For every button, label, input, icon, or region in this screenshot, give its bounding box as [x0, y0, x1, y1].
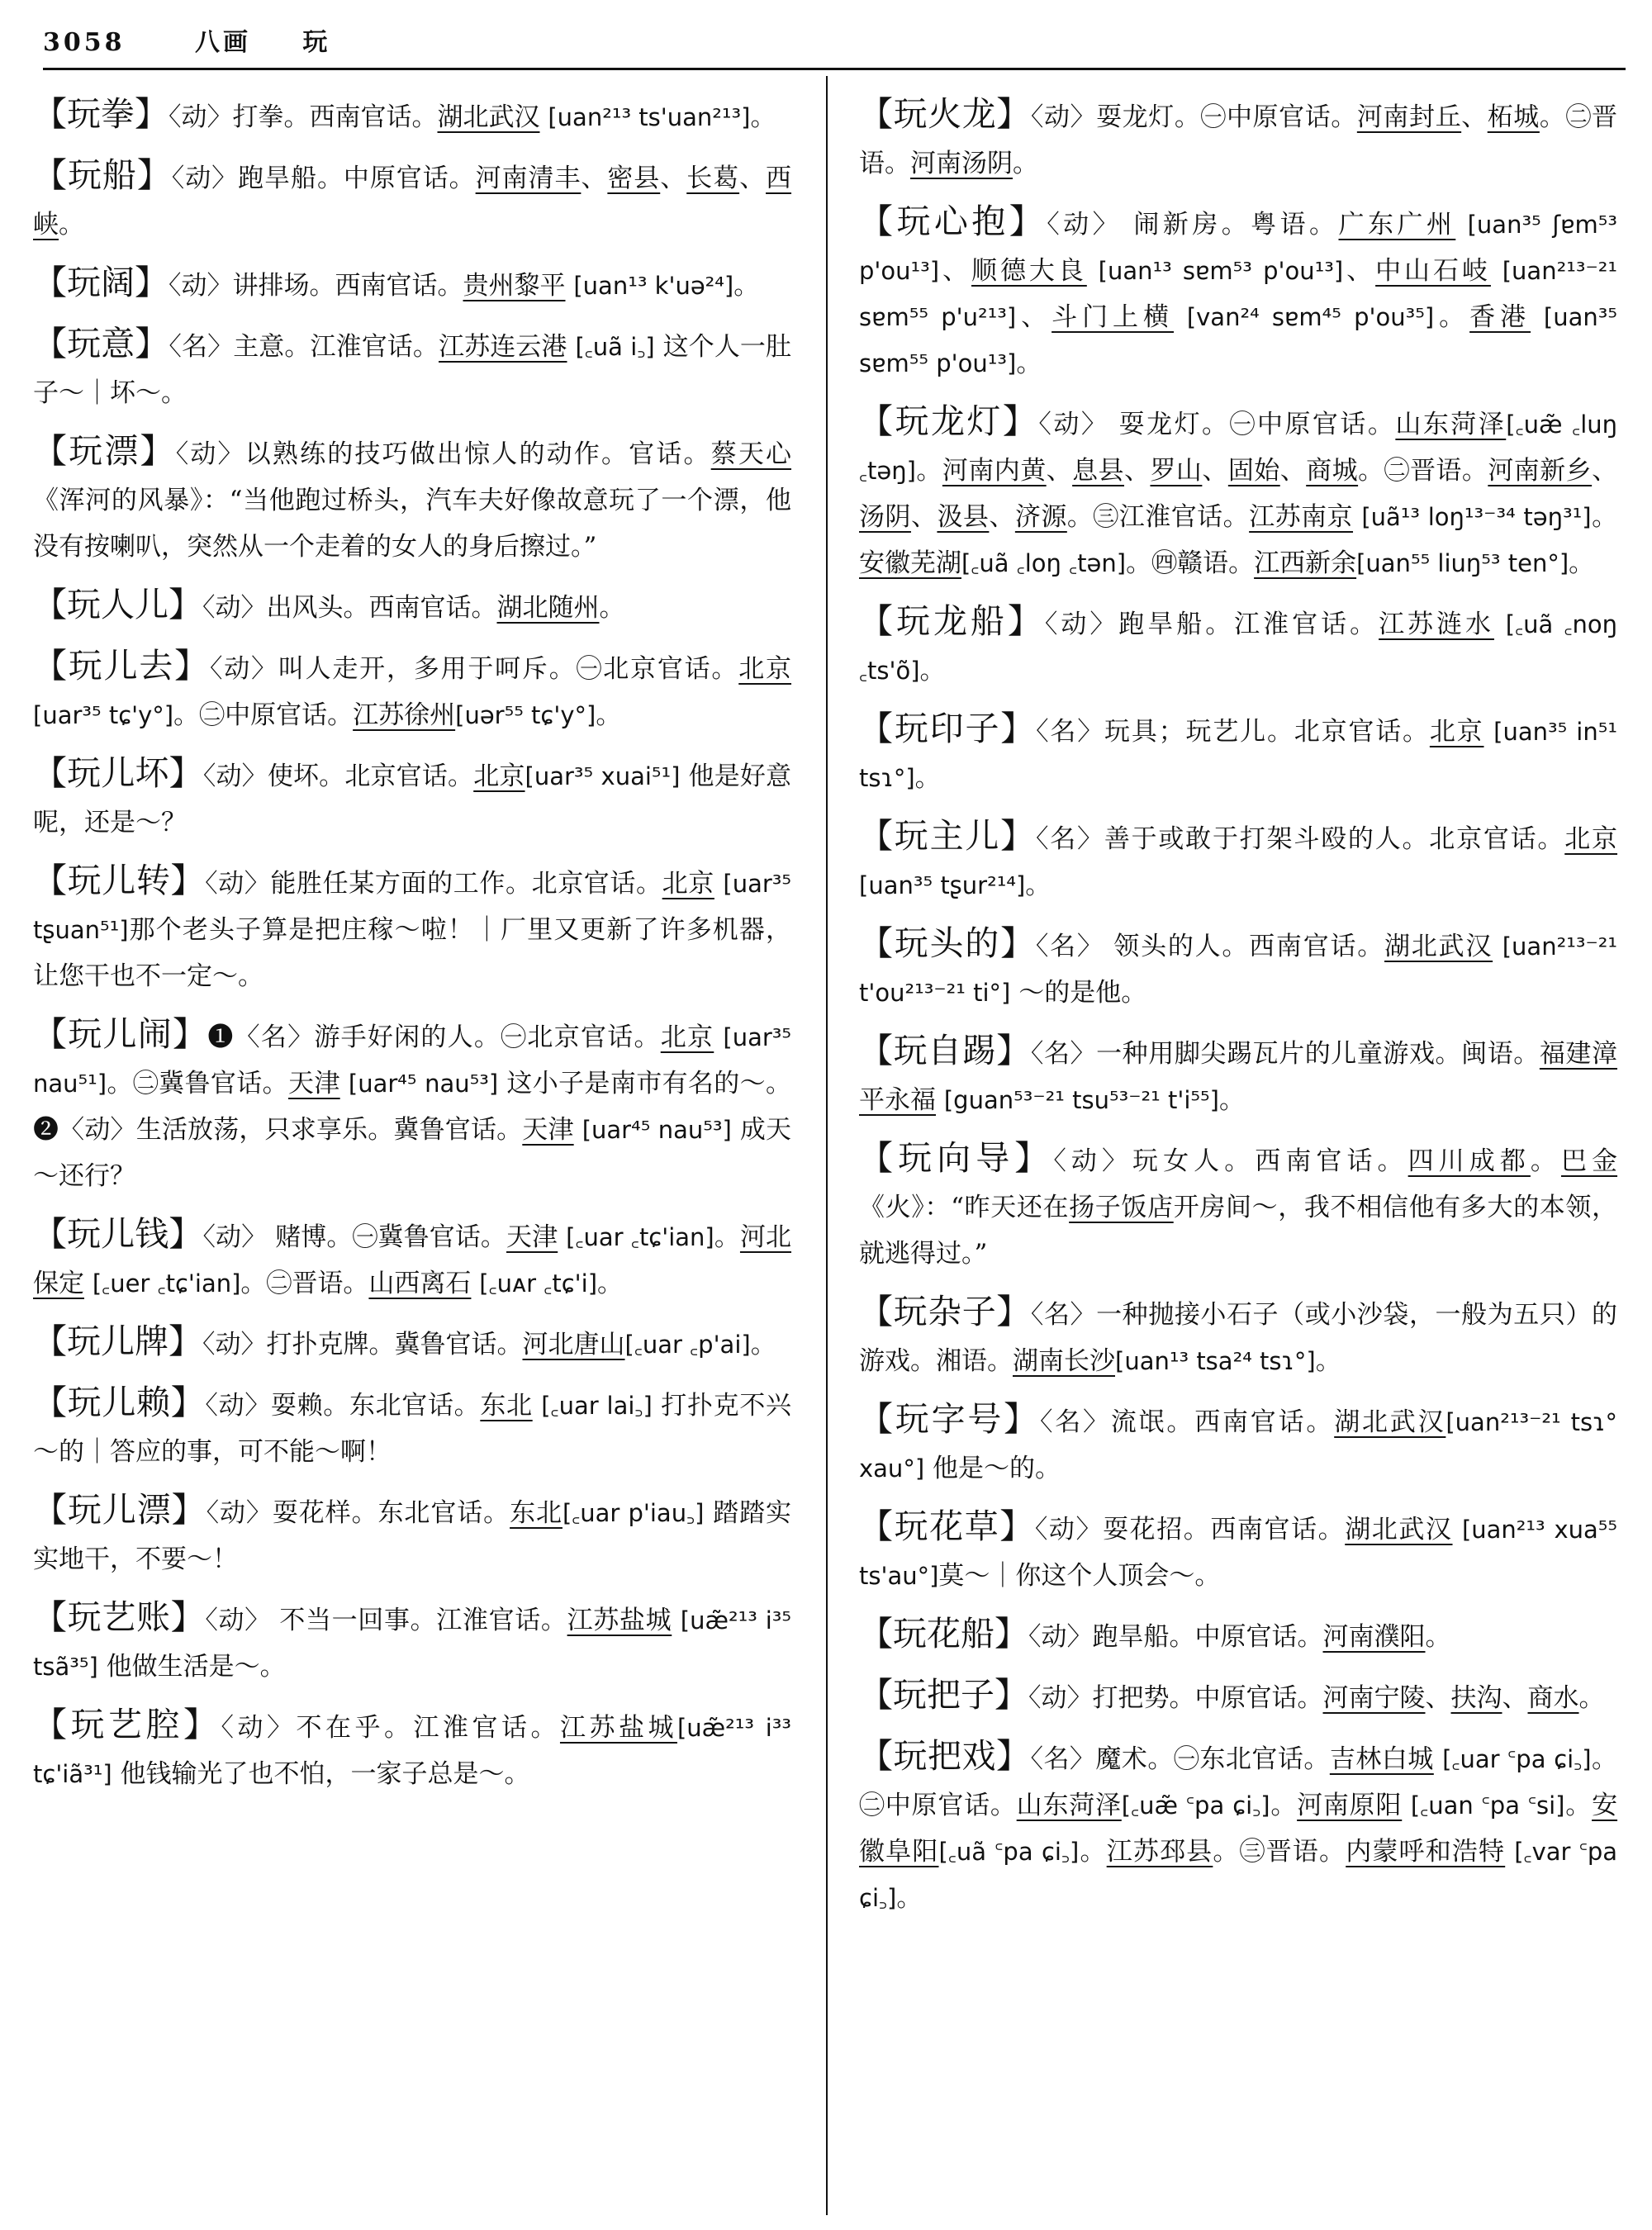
definition-text: 他钱输光了也不怕，一家子总是～。 — [112, 1759, 530, 1789]
definition-text — [1453, 1515, 1462, 1544]
definition-text: 〈动〉跑旱船。中原官话。 — [1028, 1622, 1323, 1652]
place-name: 蔡天心 — [710, 439, 792, 469]
definition-text: 。 — [1425, 1622, 1451, 1652]
phonetic-transcription: [꜀uar p'iau꜆] — [562, 1499, 705, 1527]
definition-text: 。 — [714, 1222, 740, 1252]
dictionary-entry — [859, 1288, 1617, 1384]
entry-headword: 【玩儿坏】 — [33, 753, 203, 793]
entry-headword: 【玩漂】 — [33, 431, 176, 471]
place-name: 长葛 — [686, 164, 740, 193]
column-divider — [826, 76, 828, 2215]
phonetic-transcription: [uan²¹³⁻²¹ tsɿ° xau°] — [859, 1408, 1618, 1483]
entry-headword: 【玩艺账】 — [33, 1597, 206, 1637]
definition-text — [672, 1606, 681, 1635]
definition-text: 。㊁中原官话。 — [173, 700, 354, 730]
place-name: 香港 — [1469, 302, 1531, 332]
definition-text: 〈动〉打拳。西南官话。 — [169, 102, 438, 132]
definition-text — [1174, 302, 1187, 332]
definition-text: 〈动〉出风头。西南官话。 — [202, 593, 497, 623]
place-name: 广东广州 — [1338, 210, 1456, 240]
definition-text: 〈动〉能胜任某方面的工作。北京官话。 — [205, 869, 662, 899]
entry-headword: 【玩头的】 — [859, 923, 1036, 963]
phonetic-transcription: [uæ̃²¹³ i³⁵ tsã³⁵] — [33, 1606, 792, 1681]
dictionary-entry — [859, 1672, 1617, 1721]
dictionary-entry — [33, 1487, 791, 1582]
definition-text: 〈动〉打扑克牌。冀鲁官话。 — [202, 1330, 523, 1359]
place-name: 内蒙呼和浩特 — [1346, 1837, 1506, 1867]
entry-headword: 【玩心抱】 — [859, 202, 1047, 241]
definition-text: 〈名〉 领头的人。西南官话。 — [1035, 932, 1385, 961]
place-name: 山东菏泽 — [1016, 1791, 1122, 1820]
definition-text: 。 — [919, 656, 946, 686]
definition-text: 。 — [750, 1330, 776, 1359]
definition-text — [1455, 210, 1467, 240]
entry-headword: 【玩阔】 — [33, 263, 169, 302]
definition-text — [574, 1115, 582, 1145]
definition-text: 。 — [1315, 1346, 1341, 1376]
place-name: 四川成都 — [1408, 1146, 1531, 1176]
place-name: 商水 — [1527, 1683, 1579, 1713]
place-name: 湖南长沙 — [1013, 1346, 1115, 1376]
phonetic-transcription: [꜀uᴀr ꜀tɕ'i] — [479, 1269, 598, 1298]
definition-text: 〈动〉使坏。北京官话。 — [202, 762, 474, 791]
definition-text: 〈名〉善于或敢于打架斗殴的人。北京官话。 — [1035, 824, 1565, 854]
phonetic-transcription: [uar³⁵ tɕ'y°] — [33, 701, 174, 729]
entry-headword: 【玩儿去】 — [33, 646, 210, 686]
place-name: 息县 — [1072, 456, 1125, 486]
phonetic-transcription: [uar⁴⁵ nau⁵³] — [348, 1070, 499, 1098]
place-name: 江苏连云港 — [439, 332, 567, 362]
dictionary-entry — [33, 428, 791, 570]
definition-text: 。 — [597, 1269, 624, 1298]
entry-headword: 【玩儿漂】 — [33, 1490, 206, 1530]
dictionary-entry — [859, 398, 1617, 586]
definition-text — [1531, 302, 1544, 332]
definition-text: 。 — [596, 700, 622, 730]
dictionary-entry — [33, 643, 791, 738]
definition-text: 。 — [750, 102, 776, 132]
entry-headword: 【玩艺腔】 — [33, 1705, 221, 1744]
phonetic-transcription: [꜀uer ꜀tɕ'ian] — [92, 1269, 241, 1298]
dictionary-entry — [33, 1379, 791, 1475]
place-name: 罗山 — [1150, 456, 1203, 486]
definition-text: 。 — [1013, 149, 1038, 178]
place-name: 扬子饭店 — [1069, 1193, 1174, 1222]
entry-headword: 【玩火龙】 — [859, 94, 1031, 134]
definition-text: 他是～的。 — [924, 1454, 1061, 1483]
place-name: 江苏盐城 — [567, 1606, 672, 1635]
definition-text — [1493, 932, 1502, 961]
definition-text: 他做生活是～。 — [97, 1652, 286, 1682]
definition-text — [1484, 717, 1494, 747]
definition-text: 、 — [939, 256, 971, 286]
place-name: 天津 — [522, 1115, 574, 1145]
definition-text: 。 — [1270, 1791, 1298, 1820]
phonetic-transcription: [꜀uã ꜀noŋ ꜀ts'õ] — [859, 610, 1618, 685]
definition-text — [558, 1222, 566, 1252]
place-name: 湖北武汉 — [1334, 1407, 1446, 1437]
definition-text — [340, 1069, 349, 1098]
definition-text: 、 — [581, 164, 608, 193]
place-name: 山西离石 — [368, 1269, 472, 1298]
place-name: 天津 — [506, 1222, 558, 1252]
stroke-count-heading: 八画 — [194, 28, 251, 57]
definition-text: 〈动〉玩女人。西南官话。 — [1053, 1146, 1408, 1176]
definition-text: 、 — [1502, 1683, 1528, 1713]
place-name: 江苏南京 — [1249, 502, 1354, 532]
place-name: 河南汤阴 — [910, 149, 1013, 178]
phonetic-transcription: [uan³⁵ ʃɐm⁵³ p'ou¹³] — [859, 211, 1618, 285]
definition-text — [84, 1269, 93, 1298]
definition-text: 成天～还行？ — [33, 1115, 792, 1191]
definition-text: 那个老头子算是把庄稼～啦！｜厂里又更新了许多机器，让您干也不一定～。 — [33, 915, 791, 991]
definition-text: 。 — [1434, 302, 1470, 332]
place-name: 商城 — [1306, 456, 1359, 486]
place-name: 东北 — [510, 1498, 563, 1528]
dictionary-entry — [33, 857, 791, 999]
definition-text: 。㊂晋语。 — [1213, 1837, 1346, 1867]
definition-text: 。 — [1569, 548, 1595, 578]
dictionary-entry — [859, 1503, 1617, 1599]
definition-text — [1353, 502, 1361, 532]
place-name: 汲县 — [937, 502, 990, 532]
place-name: 河南内黄 — [942, 456, 1047, 486]
place-name: 北京 — [738, 654, 792, 684]
definition-text — [1402, 1791, 1411, 1820]
definition-text: 《火》：“昨天还在 — [859, 1193, 1070, 1222]
definition-text — [567, 332, 576, 362]
definition-text: 〈动〉不在乎。江淮官话。 — [221, 1713, 560, 1743]
dictionary-entry — [859, 1396, 1617, 1492]
definition-text: 。㊁中原官话。 — [859, 1744, 1618, 1820]
dictionary-entry — [859, 1733, 1617, 1921]
definition-text: 〈名〉玩具；玩艺儿。北京官话。 — [1036, 717, 1430, 747]
place-name: 山东菏泽 — [1395, 410, 1507, 439]
definition-text — [533, 1391, 542, 1421]
definition-text: 。㊁晋语。 — [240, 1269, 369, 1298]
definition-text: 这小子是南市有名的～。❷〈动〉生活放荡，只求享乐。冀鲁官话。 — [33, 1069, 792, 1145]
entry-headword: 【玩龙灯】 — [859, 401, 1039, 441]
dictionary-entry — [859, 1135, 1617, 1277]
place-name: 福建漳平永福 — [859, 1039, 1618, 1115]
definition-text: 〈名〉一种用脚尖踢瓦片的儿童游戏。闽语。 — [1030, 1039, 1540, 1069]
place-name: 北京 — [1429, 717, 1484, 747]
definition-text: 《浑河的风暴》：“当他跑过桥头，汽车夫好像故意玩了一个漂，他没有按喇叭，突然从一个走着的女人的身后擦过。” — [33, 486, 791, 562]
page-number: 3058 — [43, 28, 126, 57]
place-name: 北京 — [660, 1022, 714, 1052]
place-name: 吉林白城 — [1329, 1744, 1434, 1774]
place-name: 河南濮阳 — [1322, 1622, 1426, 1652]
definition-text: 。 — [1025, 871, 1051, 900]
definition-text: 、 — [1279, 456, 1307, 486]
phonetic-transcription: [uan²¹³ ts'uan²¹³] — [548, 103, 751, 131]
entry-headword: 【玩自踢】 — [859, 1031, 1031, 1070]
phonetic-transcription: [꜀uæ̃ ꜂pa ɕi꜆] — [1121, 1791, 1270, 1820]
definition-text: 、 — [739, 164, 767, 193]
definition-text: 、 — [1343, 256, 1376, 286]
place-name: 湖北武汉 — [1345, 1515, 1453, 1544]
definition-text: 、 — [1592, 456, 1618, 486]
dictionary-entry — [859, 198, 1617, 387]
phonetic-transcription: [꜀uan ꜂pa ꜂si] — [1410, 1791, 1565, 1820]
place-name: 贵州黎平 — [463, 271, 566, 301]
entry-headword: 【玩花草】 — [859, 1506, 1035, 1546]
definition-text: 〈名〉一种抛接小石子（或小沙袋，一般为五只）的游戏。湘语。 — [859, 1300, 1618, 1376]
definition-text: 。 — [1530, 1146, 1561, 1176]
dictionary-entry — [33, 1701, 791, 1797]
entry-headword: 【玩杂子】 — [859, 1292, 1031, 1331]
place-name: 东北 — [480, 1391, 533, 1421]
definition-text: 。 — [896, 1883, 923, 1913]
entry-headword: 【玩拳】 — [33, 94, 169, 134]
phonetic-transcription: [uan³⁵ in⁵¹ tsɿ°] — [859, 718, 1617, 792]
definition-text — [566, 271, 574, 301]
header-rule — [43, 68, 1626, 70]
phonetic-transcription: [꜀uã i꜆] — [575, 333, 655, 361]
entry-headword: 【玩把戏】 — [859, 1736, 1031, 1776]
phonetic-transcription: [guan⁵³⁻²¹ tsu⁵³⁻²¹ t'i⁵⁵] — [943, 1086, 1219, 1114]
phonetic-transcription: [uã¹³ loŋ¹³⁻³⁴ təŋ³¹] — [1361, 503, 1592, 531]
phonetic-transcription: [uan³⁵ sɐm⁵⁵ p'ou¹³] — [859, 303, 1618, 377]
definition-text — [540, 102, 548, 132]
definition-text: 、 — [660, 164, 687, 193]
definition-text: 〈动〉 赌博。㊀冀鲁官话。 — [202, 1222, 507, 1252]
dictionary-entry — [33, 1594, 791, 1690]
dictionary-entry — [859, 91, 1617, 187]
phonetic-transcription: [uar³⁵ xuai⁵¹] — [525, 762, 681, 790]
place-name: 巴金 — [1560, 1146, 1618, 1176]
phonetic-transcription: [uar⁴⁵ nau⁵³] — [582, 1116, 732, 1144]
place-name: 汤阴 — [859, 502, 911, 532]
entry-headword: 【玩儿牌】 — [33, 1321, 202, 1361]
dictionary-entry — [859, 598, 1617, 694]
entry-headword: 【玩花船】 — [859, 1614, 1028, 1654]
phonetic-transcription: [꜀uæ̃ ꜀luŋ ꜀təŋ] — [859, 410, 1618, 485]
place-name: 河南新乡 — [1488, 456, 1593, 486]
phonetic-transcription: [꜀uar ꜂pa ɕi꜆] — [1442, 1745, 1592, 1773]
definition-text: 〈动〉跑旱船。中原官话。 — [171, 164, 476, 193]
dictionary-entry — [859, 920, 1617, 1016]
phonetic-transcription: [uan¹³ k'uə²⁴] — [573, 272, 734, 300]
entry-headword: 【玩意】 — [33, 324, 169, 363]
definition-text — [1087, 256, 1099, 286]
definition-text: 、 — [1016, 302, 1052, 332]
definition-text — [1491, 256, 1502, 286]
phonetic-transcription: [uan⁵⁵ liuŋ⁵³ ten°] — [1356, 549, 1569, 577]
entry-headword: 【玩向导】 — [859, 1138, 1054, 1178]
definition-text: 。㊃赣语。 — [1126, 548, 1255, 578]
definition-text: 。㊁冀鲁官话。 — [107, 1069, 288, 1098]
definition-text: 〈动〉 不当一回事。江淮官话。 — [205, 1606, 567, 1635]
place-name: 斗门上横 — [1051, 302, 1174, 332]
definition-text: 〈动〉讲排场。西南官话。 — [169, 271, 463, 301]
phonetic-transcription: [uan¹³ tsa²⁴ tsɿ°] — [1115, 1347, 1316, 1375]
dictionary-entry — [33, 152, 791, 248]
phonetic-transcription: [uar³⁵ nau⁵¹] — [33, 1023, 792, 1098]
definition-text: 、 — [1124, 456, 1151, 486]
phonetic-transcription: [uan³⁵ tʂur²¹⁴] — [859, 871, 1026, 899]
place-name: 河南原阳 — [1297, 1791, 1403, 1820]
definition-text: 、 — [1202, 456, 1228, 486]
definition-text: 。 — [1578, 1683, 1605, 1713]
place-name: 中山石岐 — [1375, 256, 1491, 286]
place-name: 扶沟 — [1450, 1683, 1502, 1713]
phonetic-transcription: [꜀uar ꜀p'ai] — [624, 1331, 751, 1359]
place-name: 河南封丘 — [1356, 102, 1462, 132]
phonetic-transcription: [꜀uar lai꜆] — [541, 1392, 653, 1420]
dictionary-entry — [859, 813, 1617, 909]
dictionary-entry — [33, 581, 791, 631]
place-name: 北京 — [473, 762, 525, 791]
definition-text: 〈动〉打把势。中原官话。 — [1028, 1683, 1323, 1713]
dictionary-entry — [859, 1611, 1617, 1660]
dictionary-entry — [33, 1318, 791, 1368]
entry-headword: 【玩船】 — [33, 155, 172, 195]
place-name: 江苏盐城 — [559, 1713, 677, 1743]
dictionary-entry — [33, 320, 791, 416]
head-character: 玩 — [302, 28, 331, 57]
phonetic-transcription: [꜀var ꜂pa ɕi꜆] — [859, 1838, 1618, 1912]
definition-text: 〈动〉叫人走开，多用于呵斥。㊀北京官话。 — [209, 654, 739, 684]
definition-text — [1505, 1837, 1514, 1867]
entry-headword: 【玩龙船】 — [859, 601, 1045, 641]
definition-text: ～的是他。 — [1010, 978, 1147, 1008]
place-name: 柘城 — [1487, 102, 1540, 132]
place-name: 安徽阜阳 — [859, 1791, 1618, 1867]
definition-text: 〈动〉耍赖。东北官话。 — [205, 1391, 481, 1421]
dictionary-entry — [859, 1027, 1617, 1123]
place-name: 河南清丰 — [475, 164, 582, 193]
definition-text — [714, 869, 723, 899]
definition-text: 这个人一肚子～｜坏～。 — [33, 332, 792, 408]
definition-text: 。㊁晋语。 — [1358, 456, 1488, 486]
place-name: 河北唐山 — [522, 1330, 625, 1359]
place-name: 江苏邳县 — [1106, 1837, 1213, 1867]
phonetic-transcription: [uan²¹³⁻²¹ sɐm⁵⁵ p'u²¹³] — [859, 257, 1618, 331]
place-name: 北京 — [1564, 824, 1618, 854]
place-name: 河北保定 — [33, 1222, 792, 1298]
dictionary-entry — [859, 705, 1617, 801]
definition-text: 。 — [1591, 502, 1618, 532]
definition-text: 〈动〉以熟练的技巧做出惊人的动作。官话。 — [175, 439, 711, 469]
definition-text — [1494, 610, 1506, 639]
definition-text: 。 — [59, 210, 84, 240]
definition-text: 。㊂江淮官话。 — [1066, 502, 1250, 532]
definition-text: 〈名〉流氓。西南官话。 — [1039, 1407, 1335, 1437]
place-name: 天津 — [287, 1069, 340, 1098]
phonetic-transcription: [uan²¹³ xua⁵⁵ ts'au°] — [859, 1516, 1618, 1590]
dictionary-entry — [33, 1211, 791, 1307]
place-name: 密县 — [607, 164, 661, 193]
definition-text: 〈动〉耍花招。西南官话。 — [1034, 1515, 1346, 1544]
definition-text: 〈名〉主意。江淮官话。 — [169, 332, 439, 362]
definition-text: 。 — [1219, 1085, 1245, 1115]
entry-headword: 【玩把子】 — [859, 1675, 1028, 1715]
phonetic-transcription: [uan¹³ sɐm⁵³ p'ou¹³] — [1098, 257, 1344, 285]
dictionary-entry — [33, 750, 791, 846]
phonetic-transcription: [uər⁵⁵ tɕ'y°] — [455, 701, 596, 729]
definition-text — [936, 1085, 944, 1115]
phonetic-transcription: [꜀uã ꜀loŋ ꜀tən] — [961, 549, 1127, 577]
place-name: 江苏涟水 — [1379, 610, 1494, 639]
dictionary-entry — [33, 259, 791, 309]
entry-headword: 【玩字号】 — [859, 1399, 1040, 1439]
left-column — [33, 91, 791, 1809]
dictionary-entry — [33, 91, 791, 140]
page-header — [43, 21, 1626, 64]
definition-text — [1434, 1744, 1442, 1774]
place-name: 西峡 — [33, 164, 792, 240]
place-name: 湖北随州 — [496, 593, 600, 623]
definition-text: 。 — [1079, 1837, 1107, 1867]
definition-text: 。㊁晋语。 — [859, 102, 1618, 178]
phonetic-transcription: [van²⁴ sɐm⁴⁵ p'ou³⁵] — [1186, 303, 1435, 331]
place-name: 湖北武汉 — [1384, 932, 1493, 961]
definition-text: 〈动〉跑旱船。江淮官话。 — [1044, 610, 1379, 639]
definition-text: 。 — [915, 456, 942, 486]
definition-text: 、 — [910, 502, 938, 532]
place-name: 河南宁陵 — [1322, 1683, 1426, 1713]
place-name: 固始 — [1227, 456, 1280, 486]
definition-text: 他是好意呢，还是～？ — [33, 762, 792, 837]
definition-text — [714, 1022, 723, 1052]
definition-text: 。 — [1564, 1791, 1593, 1820]
phonetic-transcription: [꜀uar ꜀tɕ'ian] — [566, 1223, 714, 1251]
definition-text: 踏踏实实地干，不要～！ — [33, 1498, 792, 1574]
definition-text: 〈动〉 闹新房。粤语。 — [1047, 210, 1339, 240]
place-name: 北京 — [662, 869, 714, 899]
definition-text: 莫～｜你这个人顶会～。 — [938, 1561, 1221, 1591]
definition-text: 、 — [1461, 102, 1488, 132]
place-name: 安徽芜湖 — [859, 548, 961, 578]
place-name: 顺德大良 — [971, 256, 1087, 286]
phonetic-transcription: [uan²¹³⁻²¹ t'ou²¹³⁻²¹ ti°] — [859, 932, 1618, 1007]
place-name: 湖北武汉 — [437, 102, 540, 132]
place-name: 江苏徐州 — [353, 700, 456, 730]
place-name: 济源 — [1014, 502, 1067, 532]
definition-text: 打扑克不兴～的｜答应的事，可不能～啊！ — [33, 1391, 792, 1467]
phonetic-transcription: [꜀uã ꜂pa ɕi꜆] — [938, 1838, 1080, 1866]
definition-text: 开房间～，我不相信他有多大的本领，就逃得过。” — [859, 1193, 1618, 1269]
definition-text: 〈动〉耍龙灯。㊀中原官话。 — [1030, 102, 1357, 132]
definition-text: 。 — [599, 593, 625, 623]
definition-text: 。 — [1016, 349, 1042, 378]
entry-headword: 【玩主儿】 — [859, 816, 1036, 856]
entry-headword: 【玩印子】 — [859, 709, 1037, 748]
dictionary-entry — [33, 1011, 791, 1199]
definition-text: 、 — [989, 502, 1015, 532]
entry-headword: 【玩儿闹】 — [33, 1014, 208, 1054]
entry-headword: 【玩人儿】 — [33, 585, 202, 624]
definition-text: 、 — [1425, 1683, 1451, 1713]
definition-text: ❶〈名〉游手好闲的人。㊀北京官话。 — [207, 1022, 661, 1052]
right-column — [859, 91, 1617, 1933]
definition-text: 。 — [733, 271, 760, 301]
definition-text: 〈动〉 耍龙灯。㊀中原官话。 — [1038, 410, 1396, 439]
definition-text: 〈名〉魔术。㊀东北官话。 — [1030, 1744, 1330, 1774]
place-name: 江西新余 — [1254, 548, 1357, 578]
definition-text: 、 — [1046, 456, 1073, 486]
entry-headword: 【玩儿赖】 — [33, 1383, 206, 1422]
phonetic-transcription: [uæ̃²¹³ i³³ tɕ'iã³¹] — [33, 1714, 792, 1788]
definition-text: 。 — [914, 763, 941, 793]
entry-headword: 【玩儿钱】 — [33, 1214, 203, 1254]
phonetic-transcription: [uar³⁵ tʂuan⁵¹] — [33, 870, 792, 944]
definition-text — [471, 1269, 479, 1298]
entry-headword: 【玩儿转】 — [33, 861, 206, 900]
definition-text: 〈动〉耍花样。东北官话。 — [206, 1498, 510, 1528]
